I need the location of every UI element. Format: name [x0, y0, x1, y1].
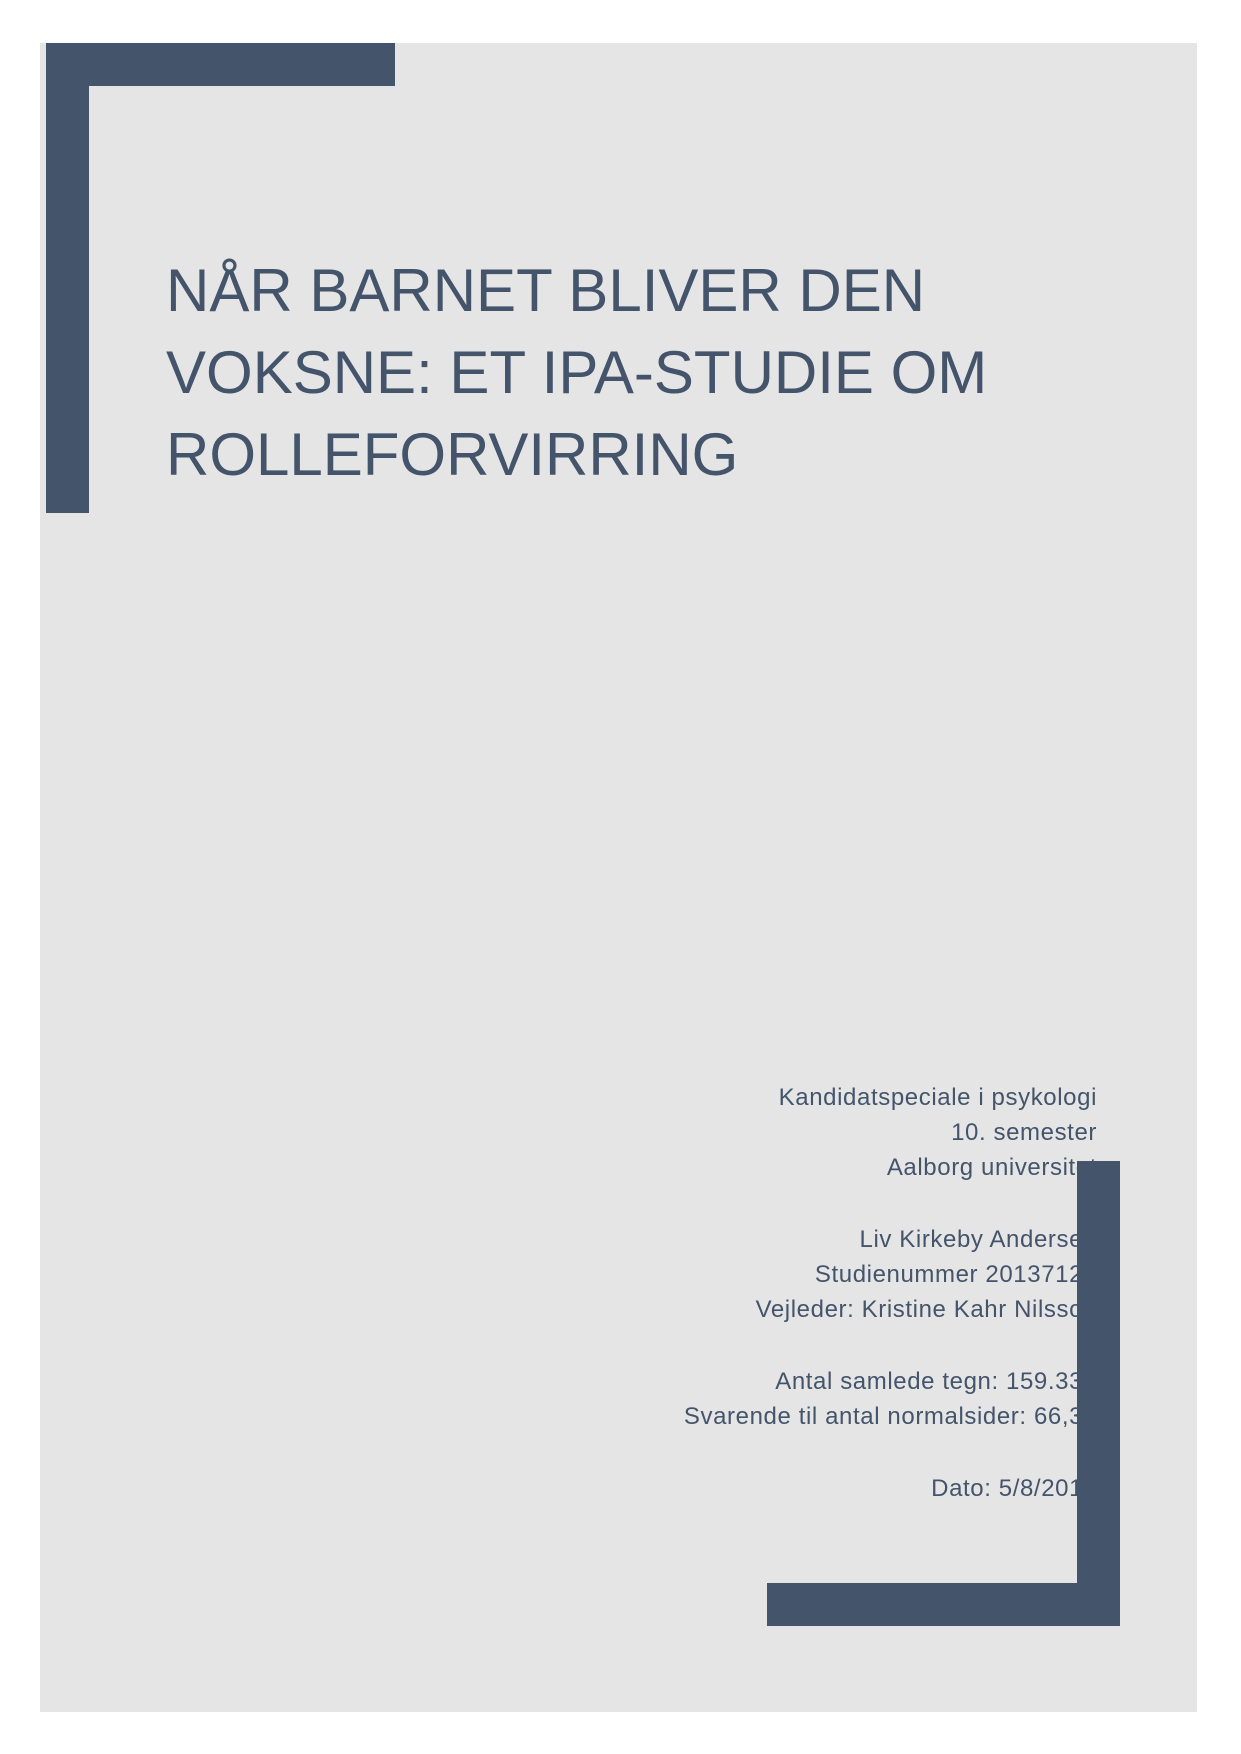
title-line-3: ROLLEFORVIRRING: [166, 421, 739, 488]
character-count: Antal samlede tegn: 159.337: [775, 1368, 1097, 1395]
spacer: [397, 1434, 1097, 1471]
normal-pages-count: Svarende til antal normalsider: 66,39: [683, 1403, 1097, 1430]
title-line-1: NÅR BARNET BLIVER DEN: [166, 257, 926, 324]
supervisor: Vejleder: Kristine Kahr Nilsson: [755, 1296, 1097, 1323]
student-number: Studienummer 20137126: [814, 1261, 1097, 1288]
spacer: [397, 1185, 1097, 1222]
author-name: Liv Kirkeby Andersen: [859, 1226, 1097, 1253]
thesis-type: Kandidatspeciale i psykologi: [778, 1084, 1097, 1111]
thesis-info-block: [397, 1080, 1097, 1506]
top-left-bracket-vertical: [46, 43, 89, 513]
title-line-2: VOKSNE: ET IPA-STUDIE OM: [166, 339, 988, 406]
top-left-bracket-horizontal: [46, 43, 395, 86]
date: Dato: 5/8/2019: [931, 1475, 1097, 1502]
semester: 10. semester: [951, 1119, 1097, 1146]
document-title: [166, 250, 1066, 496]
bottom-right-bracket-horizontal: [767, 1583, 1120, 1626]
spacer: [397, 1327, 1097, 1364]
university: Aalborg universitet: [886, 1154, 1097, 1181]
